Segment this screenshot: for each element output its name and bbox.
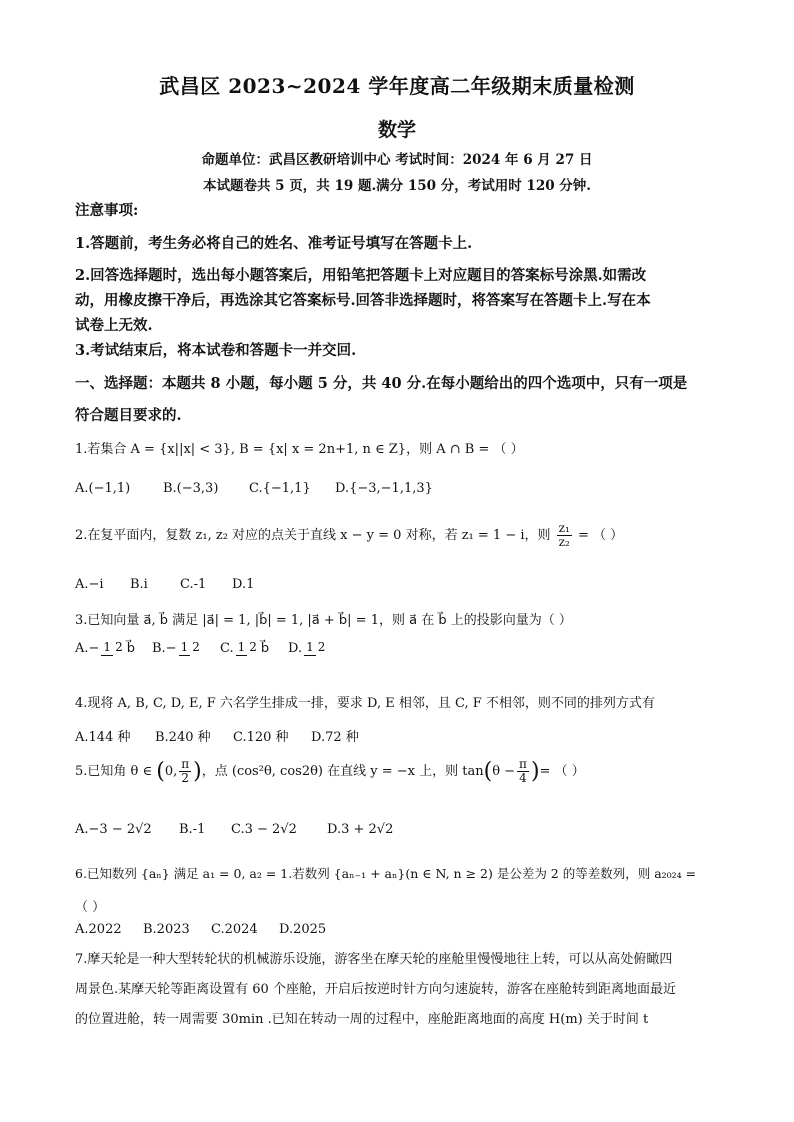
q3-d-den: 2: [317, 640, 326, 655]
q5-option-a[interactable]: A.−3 − 2√2: [75, 822, 152, 837]
q3-a-post: b⃗: [126, 641, 135, 656]
q2-frac-den: z₂: [558, 535, 570, 550]
q3-a-num: 1: [103, 640, 112, 655]
q5-frac1-num: π: [181, 757, 190, 771]
q3-b-num: 1: [180, 640, 189, 655]
q6-option-d[interactable]: D.2025: [279, 922, 327, 937]
q2-frac-num: z₁: [558, 521, 570, 535]
q3-d-frac: [304, 641, 327, 655]
q3-d-num: 1: [306, 640, 314, 655]
notice-heading: 注意事项:: [75, 202, 139, 219]
q5-paren2-open: (: [483, 759, 493, 785]
q3-d-pre: D.: [288, 641, 303, 656]
q4-option-b[interactable]: B.240 种: [155, 730, 211, 745]
question-1-stem: 1.若集合 A = {x||x| < 3}, B = {x| x = 2n+1, n ∈ Z}，则 A ∩ B = （ ）: [75, 442, 524, 457]
question-3-stem: 3.已知向量 a⃗, b⃗ 满足 |a⃗| = 1, |b⃗| = 1, |a⃗ + b⃗| = 1，则 a⃗ 在 b⃗ 上的投影向量为（ ）: [75, 613, 572, 628]
section1-heading-line1: 一、选择题：本题共 8 小题，每小题 5 分，共 40 分.在每小题给出的四个选项中，只有一项是: [75, 375, 688, 392]
exam-meta-line1: 命题单位：武昌区教研培训中心 考试时间：2024 年 6 月 27 日: [201, 152, 593, 168]
q1-option-c[interactable]: C.{−1,1}: [249, 481, 311, 496]
question-6-paren: （ ）: [75, 900, 106, 915]
question-5-stem: [75, 758, 585, 785]
q1-option-d[interactable]: D.{−3,−1,1,3}: [335, 481, 433, 496]
q5-frac-pi-4: [517, 758, 529, 785]
q5-frac-pi-2: [179, 758, 191, 785]
q5-option-c[interactable]: C.3 − 2√2: [231, 822, 297, 837]
q5-p2: 0,: [164, 764, 178, 780]
q3-option-a[interactable]: [75, 641, 152, 656]
question-2-stem: [75, 522, 623, 549]
question-7-line3: 的位置进舱，转一周需要 30min .已知在转动一周的过程中，座舱距离地面的高度 H(m) 关于时间 t: [75, 1012, 649, 1027]
question-6-stem: 6.已知数列 {aₙ} 满足 a₁ = 0, a₂ = 1.若数列 {aₙ₋₁ + aₙ}(n ∈ N, n ≥ 2) 是公差为 2 的等差数列，则 a₂₀₂₄ =: [75, 866, 697, 881]
exam-subject: 数学: [377, 119, 416, 141]
question-7-line2: 周景色.某摩天轮等距离设置有 60 个座舱，开启后按逆时针方向匀速旋转，游客在座舱转到距离地面最近: [75, 982, 676, 997]
section1-heading-line2: 符合题目要求的.: [75, 407, 182, 424]
notice-item-2-line3: 试卷上无效.: [75, 317, 153, 334]
q2-option-c[interactable]: C.-1: [180, 577, 207, 592]
exam-title: 武昌区 2023~2024 学年度高二年级期末质量检测: [159, 74, 635, 98]
q5-frac1-den: 2: [181, 771, 190, 786]
notice-item-2-line2: 动，用橡皮擦干净后，再选涂其它答案标号.回答非选择题时，将答案写在答题卡上.写在本: [75, 292, 651, 309]
q2-stem-pre: 2.在复平面内，复数 z₁, z₂ 对应的点关于直线 x − y = 0 对称，若 z₁ = 1 − i，则: [75, 528, 551, 544]
q5-p4: ，点 (cos²θ, cos2θ) 在直线 y = −x 上，则 tan: [201, 764, 484, 780]
q6-option-c[interactable]: C.2024: [211, 922, 258, 937]
notice-item-2-line1: 2.回答选择题时，选出每小题答案后，用铅笔把答题卡上对应题目的答案标号涂黑.如需改: [75, 267, 647, 284]
question-3-options: [75, 641, 329, 656]
q4-option-c[interactable]: C.120 种: [233, 730, 289, 745]
q2-option-a[interactable]: A.−i: [75, 577, 104, 592]
q3-c-den: 2: [249, 640, 257, 655]
q4-option-d[interactable]: D.72 种: [311, 730, 359, 745]
q5-paren2-close: ): [530, 759, 540, 785]
q3-c-post: b⃗: [260, 641, 270, 656]
q2-fraction: [557, 522, 572, 549]
q3-option-b[interactable]: [152, 641, 220, 656]
q5-p1: 5.已知角 θ ∈: [75, 764, 157, 780]
q1-option-a[interactable]: A.(−1,1): [75, 481, 131, 496]
question-4-stem: 4.现将 A, B, C, D, E, F 六名学生排成一排，要求 D, E 相邻，且 C, F 不相邻，则不同的排列方式有: [75, 696, 655, 711]
question-1-options: [75, 481, 433, 496]
question-5-options: [75, 822, 393, 837]
q4-option-a[interactable]: A.144 种: [75, 730, 131, 745]
q5-p5: θ −: [492, 764, 516, 780]
q3-c-frac: [236, 641, 259, 655]
q3-c-num: 1: [237, 640, 246, 655]
q6-option-a[interactable]: A.2022: [75, 922, 122, 937]
q1-option-b[interactable]: B.(−3,3): [163, 481, 219, 496]
question-4-options: [75, 726, 359, 745]
notice-item-3: 3.考试结束后，将本试卷和答题卡一并交回.: [75, 342, 357, 359]
q2-option-d[interactable]: D.1: [232, 577, 255, 592]
exam-meta-line2: 本试题卷共 5 页，共 19 题.满分 150 分，考试用时 120 分钟.: [202, 178, 592, 194]
q3-b-pre: B.−: [152, 641, 177, 656]
q2-stem-post: = （ ）: [577, 528, 624, 544]
question-2-options: [75, 577, 254, 592]
q5-paren-close: ): [193, 759, 202, 785]
q5-paren-open: (: [156, 759, 165, 785]
q3-b-den: 2: [192, 640, 200, 655]
question-6-options: [75, 922, 326, 937]
q2-option-b[interactable]: B.i: [130, 577, 148, 592]
q3-b-frac: [179, 641, 202, 655]
q5-option-b[interactable]: B.-1: [179, 822, 206, 837]
q5-frac2-den: 4: [519, 771, 527, 786]
question-7-line1: 7.摩天轮是一种大型转轮状的机械游乐设施，游客坐在摩天轮的座舱里慢慢地往上转，可以从高处俯瞰四: [75, 952, 673, 967]
q3-a-den: 2: [115, 640, 123, 655]
q3-a-pre: A.−: [75, 641, 100, 656]
q5-p7: = （ ）: [539, 764, 585, 780]
q3-c-pre: C.: [220, 641, 234, 656]
q6-option-b[interactable]: B.2023: [143, 922, 190, 937]
q3-option-d[interactable]: [288, 641, 329, 656]
q5-option-d[interactable]: D.3 + 2√2: [327, 822, 394, 837]
notice-item-1: 1.答题前，考生务必将自己的姓名、准考证号填写在答题卡上.: [75, 235, 473, 252]
q3-a-frac: [101, 641, 124, 655]
q3-option-c[interactable]: [220, 641, 288, 656]
q5-frac2-num: π: [519, 757, 527, 771]
